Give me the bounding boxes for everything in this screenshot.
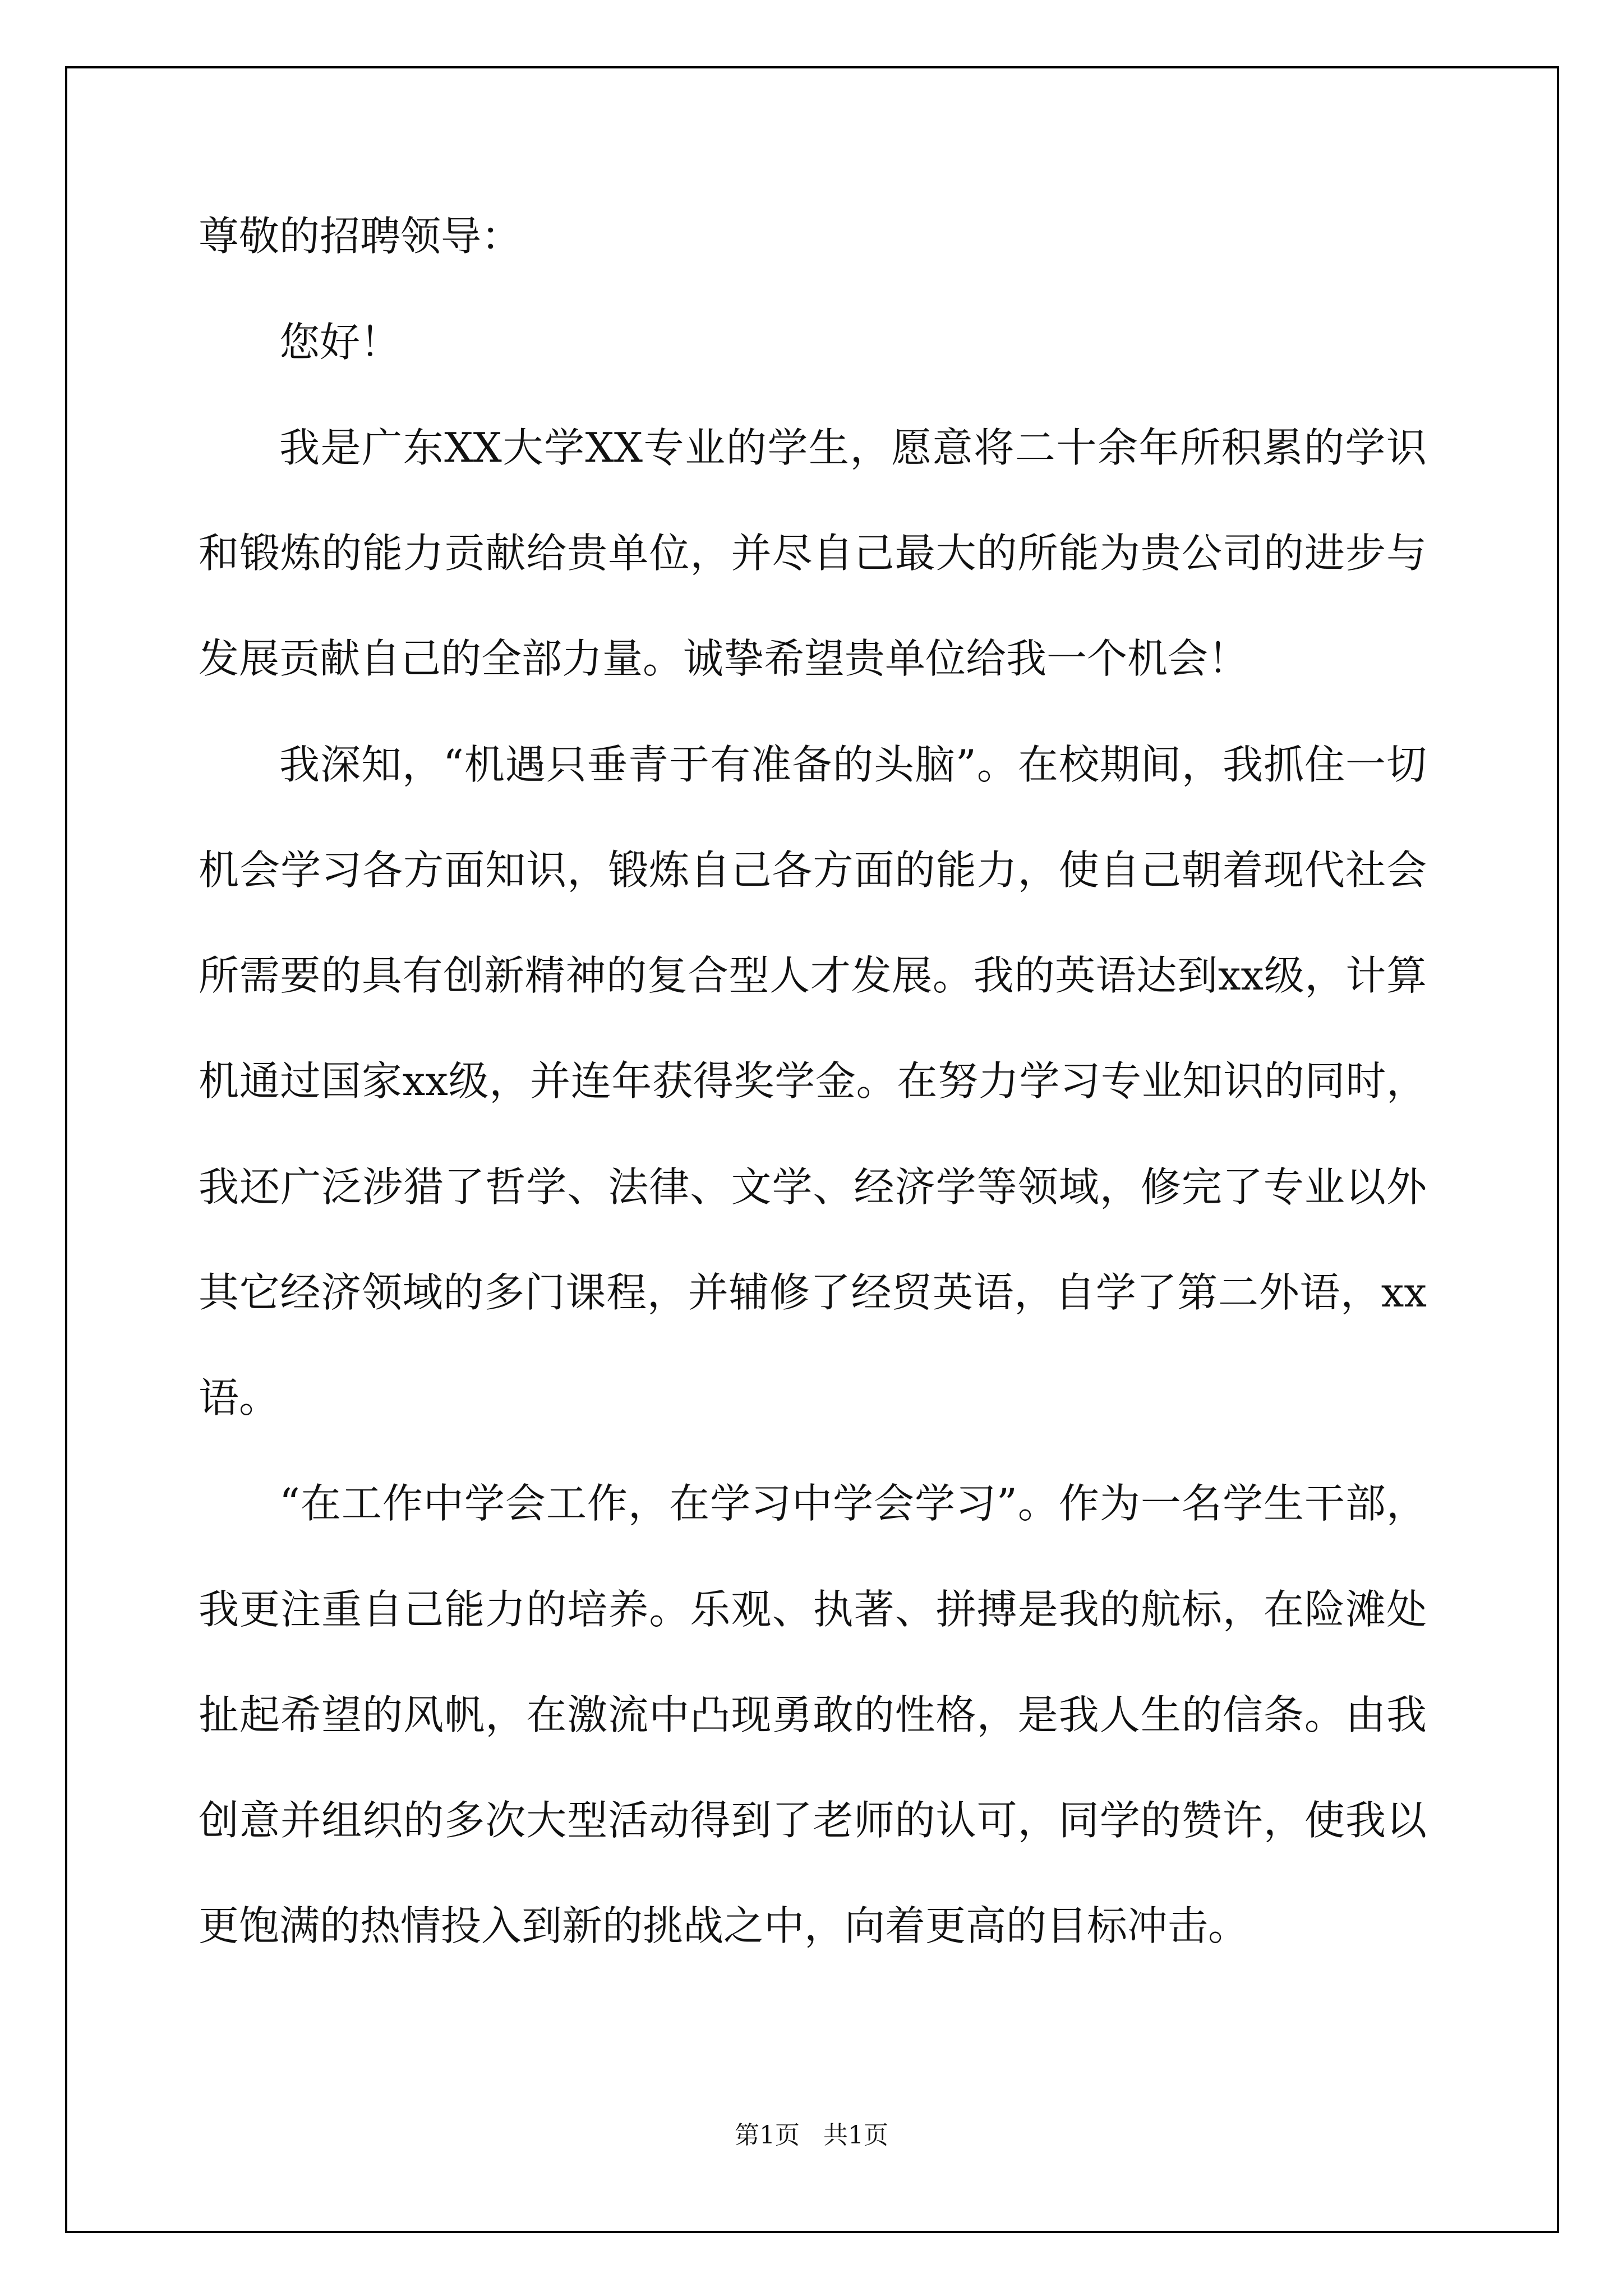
salutation: 尊敬的招聘领导： — [199, 213, 522, 260]
paragraph-3-line-5: 更饱满的热情投入到新的挑战之中，向着更高的目标冲击。 — [199, 1902, 1249, 1949]
paragraph-3-line-2: 我更注重自己能力的培养。乐观、执著、拼搏是我的航标，在险滩处 — [199, 1586, 1427, 1633]
greeting: 您好！ — [279, 319, 401, 366]
page-number-footer: 第1页 共1页 — [735, 2121, 888, 2150]
paragraph-2-line-6: 其它经济领域的多门课程，并辅修了经贸英语，自学了第二外语，xx — [199, 1269, 1427, 1316]
paragraph-3-line-4: 创意并组织的多次大型活动得到了老师的认可，同学的赞许，使我以 — [199, 1797, 1427, 1844]
paragraph-2-line-4: 机通过国家xx级，并连年获得奖学金。在努力学习专业知识的同时， — [199, 1057, 1427, 1105]
paragraph-1-line-2: 和锻炼的能力贡献给贵单位，并尽自己最大的所能为贵公司的进步与 — [199, 530, 1427, 577]
paragraph-2-line-2: 机会学习各方面知识，锻炼自己各方面的能力，使自己朝着现代社会 — [199, 846, 1427, 894]
paragraph-2-line-3: 所需要的具有创新精神的复合型人才发展。我的英语达到xx级，计算 — [199, 952, 1427, 999]
paragraph-2-line-5: 我还广泛涉猎了哲学、法律、文学、经济学等领域，修完了专业以外 — [199, 1163, 1427, 1211]
paragraph-1-line-1: 我是广东XX大学XX专业的学生，愿意将二十余年所积累的学识 — [279, 424, 1427, 471]
paragraph-3-line-3: 扯起希望的风帆，在激流中凸现勇敢的性格，是我人生的信条。由我 — [199, 1691, 1427, 1738]
paragraph-2-line-7: 语。 — [199, 1374, 280, 1421]
paragraph-2-line-1: 我深知，“机遇只垂青于有准备的头脑”。在校期间，我抓住一切 — [279, 741, 1427, 788]
paragraph-1-line-3: 发展贡献自己的全部力量。诚挚希望贵单位给我一个机会！ — [199, 635, 1249, 682]
paragraph-3-line-1: “在工作中学会工作，在学习中学会学习”。作为一名学生干部， — [279, 1480, 1427, 1527]
